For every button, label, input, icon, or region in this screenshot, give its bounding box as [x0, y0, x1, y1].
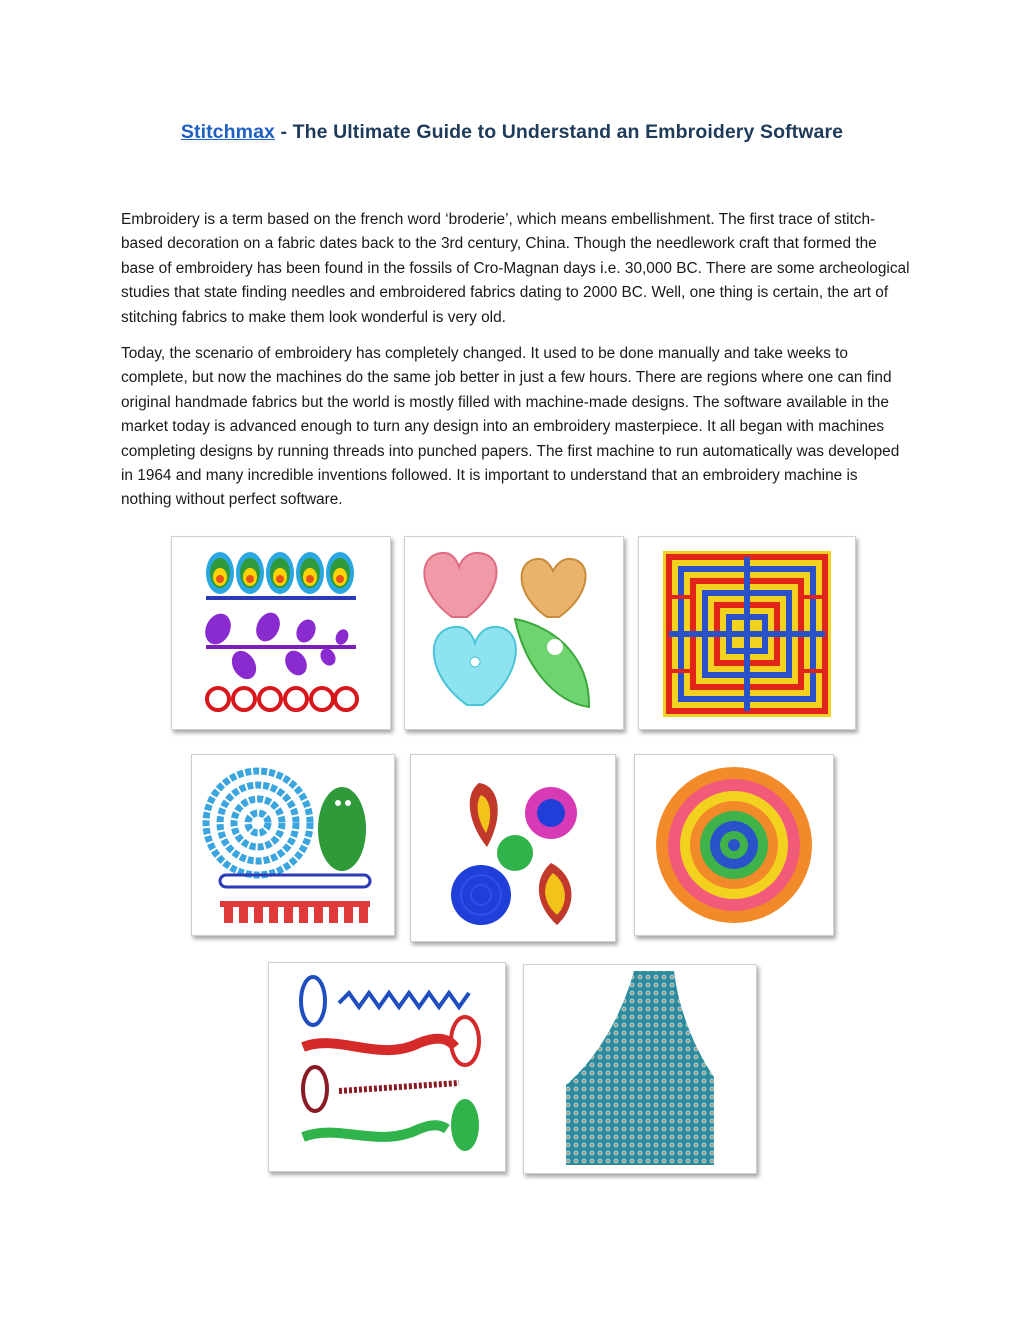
maroon-line [339, 1083, 459, 1091]
garment-panel [566, 971, 714, 1165]
paragraph-2: Today, the scenario of embroidery has completely changed. It used to be done manually and take weeks to complete, but now the machines do the same job better in just a few hours. There are regions where one can find original handmade fabrics but the world is mostly filled with machine-made designs. The software available in the market today is advanced enough to turn any design into an embroidery masterpiece. It all began with machines completing designs by running threads into punched papers. The first machine to run automatically was developed in 1964 and many incredible inventions followed. It is important to understand that an embroidery machine is nothing without perfect software. [121, 345, 900, 509]
green-burst [497, 835, 533, 871]
flower-petals [656, 767, 812, 923]
green-leaf-stitch [451, 1099, 479, 1151]
purple-leaf-branch [200, 609, 356, 684]
image-spiral-and-leaf [191, 754, 395, 936]
blue-zigzag [339, 993, 469, 1007]
stitchmax-link[interactable]: Stitchmax [180, 121, 275, 143]
gold-heart [522, 559, 586, 617]
image-round-flower [634, 754, 834, 936]
paragraph-1: Embroidery is a term based on the french word ‘broderie’, which means embellishment. The first trace of stitch-based decoration on a fabric dates back to the 3rd century, China. Though the needlework craft that formed the base of embroidery has been found in the fossils of Cro-Magnan days i.e. 30,000 BC. There are some archeological studies that state finding needles and embroidered fabrics dating to 2000 BC. Well, one thing is certain, the art of stitching fabrics to make them look wonderful is very old. [121, 211, 910, 326]
title-text: - The Ultimate Guide to Understand an Embroidery Software [274, 121, 844, 143]
image-maze-pattern [638, 536, 856, 730]
green-leaf-shape [318, 787, 366, 871]
red-wave [303, 1039, 455, 1050]
image-patterned-panel [523, 964, 757, 1174]
maroon-fishbone [303, 1067, 327, 1111]
image-small-shapes [410, 754, 616, 942]
peacock-feather-row [206, 552, 356, 600]
image-peacock-leaf-borders [171, 536, 391, 730]
green-wave [303, 1125, 447, 1137]
blue-stitch-oval [301, 977, 325, 1025]
image-stitch-lines [268, 962, 506, 1172]
image-stitched-hearts [404, 536, 624, 730]
document-title [0, 121, 1024, 144]
red-tab-border [220, 901, 370, 923]
blue-chain [220, 875, 370, 887]
blue-spiral [206, 771, 310, 875]
pink-heart [424, 553, 496, 617]
green-leaf [515, 619, 589, 707]
red-chain-border [207, 688, 357, 710]
